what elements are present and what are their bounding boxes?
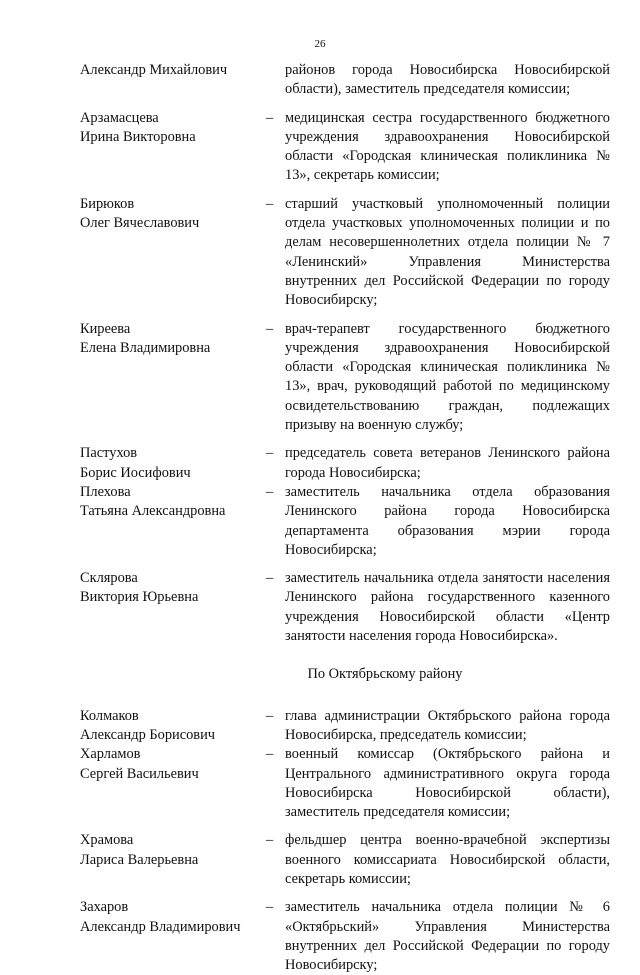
section-heading: По Октябрьскому району [307,666,463,683]
member-role: председатель совета ветеранов Ленинского района города Новосибирска; [285,445,610,481]
member-given-names: Ирина Викторовна [80,128,196,145]
member-surname: Колмаков [80,707,139,724]
member-role: старший участковый уполномоченный полиции отдела участковых уполномоченных полиции и по делам несовершеннолетних отдела полиции № 7 «Ленинский» Управления Министерства внутренних дел Российской Федерации по городу Новосибирску; [285,195,610,309]
dash-separator: – [266,320,274,337]
member-entry [80,320,610,436]
member-entry [80,745,610,822]
member-surname: Склярова [80,570,138,587]
member-name [80,195,260,234]
member-role: заместитель начальника отдела занятости населения Ленинского района государственного казенного учреждения Новосибирской области «Центр занятости населения города Новосибирска». [285,570,610,645]
member-given-names: Александр Борисович [80,726,216,743]
member-name [80,898,260,937]
member-surname: Харламов [80,746,141,763]
dash-separator: – [266,707,274,724]
member-entry [80,483,610,560]
dash-separator: – [266,746,274,763]
dash-separator: – [266,109,274,126]
member-name [80,707,260,746]
member-role: медицинская сестра государственного бюджетного учреждения здравоохранения Новосибирской области «Городская клиническая поликлиника № 13», секретарь комиссии; [285,109,610,184]
dash-separator: – [266,570,274,587]
page-number: 26 [314,38,326,50]
member-name [80,320,260,359]
member-given-names: Татьяна Александровна [80,503,226,520]
member-role: врач-терапевт государственного бюджетного учреждения здравоохранения Новосибирской области «Городская клиническая поликлиника № 13», врач, руководящий работой по медицинскому освидетельствованию граждан, подлежащих призыву на военную службу; [285,320,610,434]
member-given-names: Олег Вячеславович [80,215,200,232]
member-surname: Захаров [80,899,129,916]
member-surname: Киреева [80,320,131,337]
member-entry [80,898,610,975]
member-entry [80,109,610,186]
member-name [80,745,260,784]
member-entry [80,61,610,100]
member-role: заместитель начальника отдела полиции № 6 «Октябрьский» Управления Министерства внутренних дел Российской Федерации по городу Новосибирску; [285,899,610,974]
member-given-names: Сергей Васильевич [80,765,199,782]
member-name [80,61,260,80]
member-surname: Плехова [80,483,131,500]
member-name [80,444,260,483]
member-name [80,483,260,522]
member-given-names: Лариса Валерьевна [80,851,199,868]
member-role: фельдшер центра военно-врачебной экспертизы военного комиссариата Новосибирской области, секретарь комиссии; [285,832,610,887]
member-entry [80,444,610,483]
member-given-names: Елена Владимировна [80,339,211,356]
commission-list [80,61,610,975]
member-name [80,569,260,608]
member-entry [80,195,610,311]
member-entry [80,707,610,746]
member-given-names: Виктория Юрьевна [80,589,199,606]
member-role: районов города Новосибирска Новосибирской области), заместитель председателя комиссии; [285,62,610,98]
dash-separator: – [266,195,274,212]
member-surname: Бирюков [80,195,135,212]
dash-separator: – [266,832,274,849]
member-role: заместитель начальника отдела образования Ленинского района города Новосибирска департамента образования мэрии города Новосибирска; [285,483,610,558]
member-entry [80,569,610,646]
member-name-line: Александр Михайлович [80,62,228,78]
member-entry [80,831,610,889]
member-surname: Арзамасцева [80,109,159,126]
dash-separator: – [266,899,274,916]
member-given-names: Борис Иосифович [80,464,191,481]
member-name [80,109,260,148]
member-surname: Пастухов [80,445,138,462]
member-role: глава администрации Октябрьского района города Новосибирска, председатель комиссии; [285,707,610,743]
member-name [80,831,260,870]
dash-separator: – [266,483,274,500]
member-given-names: Александр Владимирович [80,918,241,935]
member-role: военный комиссар (Октябрьского района и Центрального административного округа города Новосибирска Новосибирской области), заместитель председателя комиссии; [285,746,610,821]
member-surname: Храмова [80,832,134,849]
dash-separator: – [266,445,274,462]
